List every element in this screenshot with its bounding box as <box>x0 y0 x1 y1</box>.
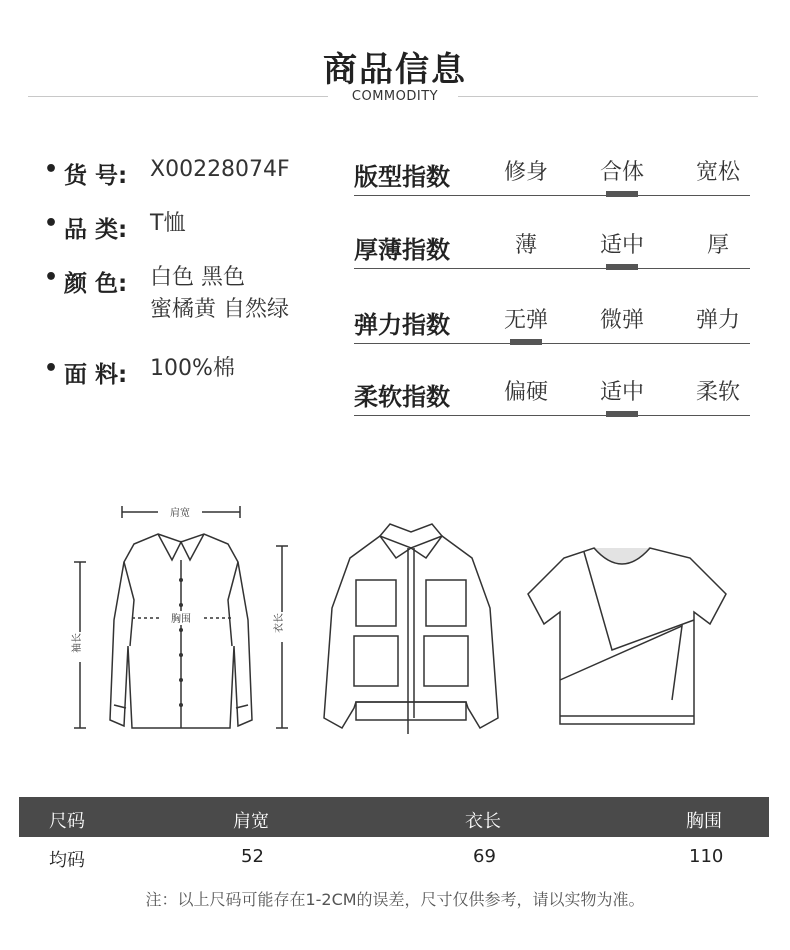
bullet: • <box>44 157 59 182</box>
bullet: • <box>44 356 59 381</box>
chest-label: 胸围 <box>171 614 191 625</box>
scale-option: 厚 <box>706 233 729 258</box>
scale-option: 适中 <box>599 380 644 405</box>
size-note: 注：以上尺码可能存在1-2CM的误差，尺寸仅供参考，请以实物为准。 <box>145 890 645 909</box>
size-header-length: 衣长 <box>465 811 501 832</box>
scale-marker <box>606 191 638 197</box>
scale-option: 无弹 <box>503 308 548 333</box>
size-cell-chest: 110 <box>689 846 724 867</box>
bullet: • <box>44 211 59 236</box>
scale-option: 宽松 <box>695 160 740 185</box>
title-divider-right <box>458 96 758 97</box>
scale-track <box>354 195 750 196</box>
scale-track <box>354 415 750 416</box>
size-cell-length: 69 <box>473 846 496 867</box>
info-item-category <box>44 211 185 244</box>
tshirt-illustration <box>522 540 732 730</box>
info-label: 颜 色: <box>64 271 128 297</box>
info-value: X00228074F <box>150 157 290 182</box>
scale-track <box>354 268 750 269</box>
sleeve-length-label: 袖长 <box>72 633 83 653</box>
scale-option: 微弹 <box>599 308 644 333</box>
scale-marker <box>606 411 638 417</box>
size-header-shoulder: 肩宽 <box>233 811 269 832</box>
info-value: 100%棉 <box>150 356 235 381</box>
scale-track <box>354 343 750 344</box>
scale-option: 适中 <box>599 233 644 258</box>
size-cell-size: 均码 <box>49 850 85 871</box>
info-item-color <box>44 265 289 326</box>
scale-label: 柔软指数 <box>354 383 450 411</box>
info-label: 品 类: <box>64 217 128 243</box>
size-header-chest: 胸围 <box>686 811 722 832</box>
scale-label: 版型指数 <box>354 163 450 191</box>
scale-marker <box>510 339 542 345</box>
info-value-group <box>150 262 289 326</box>
shirt-measurement-diagram <box>60 500 310 750</box>
info-label: 货 号: <box>64 163 128 189</box>
scale-thickness <box>354 228 750 268</box>
scale-option: 合体 <box>599 160 644 185</box>
jacket-illustration <box>318 518 504 748</box>
page-title: 商品信息 <box>323 50 467 90</box>
info-item-fabric <box>44 356 235 389</box>
scale-softness <box>354 375 750 415</box>
scale-fit <box>354 155 750 195</box>
page-subtitle: COMMODITY <box>351 89 439 104</box>
scale-option: 柔软 <box>695 380 740 405</box>
scale-option: 修身 <box>503 160 548 185</box>
info-label: 面 料: <box>64 362 128 388</box>
info-value: T恤 <box>150 211 186 236</box>
bullet: • <box>44 265 59 290</box>
scale-option: 偏硬 <box>503 380 548 405</box>
scale-elasticity <box>354 303 750 343</box>
info-value: 白色 黑色 <box>150 265 245 290</box>
size-header-size: 尺码 <box>49 811 85 832</box>
size-cell-shoulder: 52 <box>241 846 264 867</box>
scale-label: 弹力指数 <box>354 311 450 339</box>
scale-option: 弹力 <box>695 308 740 333</box>
scale-marker <box>606 264 638 270</box>
shoulder-width-label: 肩宽 <box>170 508 190 519</box>
info-value-line2: 蜜橘黄 自然绿 <box>150 297 289 322</box>
info-item-sku <box>44 157 290 190</box>
body-length-label: 衣长 <box>274 613 285 633</box>
scale-label: 厚薄指数 <box>354 236 450 264</box>
scale-option: 薄 <box>514 233 537 258</box>
size-table-header <box>19 797 769 837</box>
